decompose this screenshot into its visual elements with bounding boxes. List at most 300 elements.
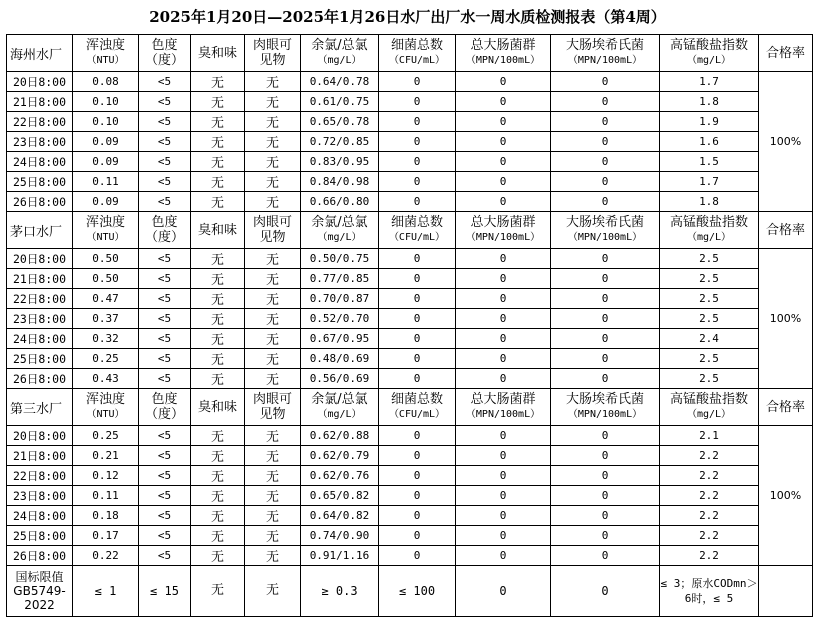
table-row bbox=[7, 329, 813, 349]
header-label: 细菌总数 bbox=[390, 38, 443, 53]
header-unit: （NTU） bbox=[86, 409, 125, 420]
permanganate-value: 2.4 bbox=[660, 329, 759, 349]
header-label: 大肠埃希氏菌 bbox=[565, 392, 644, 407]
turbidity-value: 0.18 bbox=[73, 506, 139, 526]
header-unit: （NTU） bbox=[86, 55, 125, 66]
header-pass_rate bbox=[759, 212, 813, 249]
chlorine-value: 0.83/0.95 bbox=[301, 152, 379, 172]
coliform-value: 0 bbox=[456, 506, 551, 526]
table-row bbox=[7, 466, 813, 486]
coliform-value: 0 bbox=[456, 309, 551, 329]
limit-permanganate: ≤ 3；原水CODmn＞6时，≤ 5 bbox=[660, 566, 759, 617]
visible-value: 无 bbox=[245, 486, 301, 506]
header-unit: （CFU/mL） bbox=[388, 409, 446, 420]
header-label: 色度 bbox=[151, 215, 178, 230]
station-name: 第三水厂 bbox=[7, 389, 73, 426]
color-value: <5 bbox=[139, 269, 191, 289]
turbidity-value: 0.09 bbox=[73, 132, 139, 152]
header-coliform bbox=[456, 35, 551, 72]
header-permanganate bbox=[660, 35, 759, 72]
limit-visible: 无 bbox=[245, 566, 301, 617]
header-odor bbox=[191, 212, 245, 249]
table-row bbox=[7, 152, 813, 172]
sample-time: 21日8:00 bbox=[7, 269, 73, 289]
coliform-value: 0 bbox=[456, 92, 551, 112]
permanganate-value: 2.2 bbox=[660, 486, 759, 506]
coliform-value: 0 bbox=[456, 72, 551, 92]
chlorine-value: 0.62/0.88 bbox=[301, 426, 379, 446]
header-label: 合格率 bbox=[765, 45, 805, 61]
visible-value: 无 bbox=[245, 466, 301, 486]
chlorine-value: 0.50/0.75 bbox=[301, 249, 379, 269]
visible-value: 无 bbox=[245, 289, 301, 309]
bacteria-value: 0 bbox=[379, 152, 456, 172]
header-unit: （度） bbox=[144, 230, 184, 245]
bacteria-value: 0 bbox=[379, 446, 456, 466]
color-value: <5 bbox=[139, 72, 191, 92]
color-value: <5 bbox=[139, 426, 191, 446]
odor-value: 无 bbox=[191, 72, 245, 92]
visible-value: 无 bbox=[245, 329, 301, 349]
chlorine-value: 0.48/0.69 bbox=[301, 349, 379, 369]
table-row bbox=[7, 112, 813, 132]
turbidity-value: 0.12 bbox=[73, 466, 139, 486]
chlorine-value: 0.52/0.70 bbox=[301, 309, 379, 329]
color-value: <5 bbox=[139, 546, 191, 566]
permanganate-value: 1.9 bbox=[660, 112, 759, 132]
turbidity-value: 0.50 bbox=[73, 269, 139, 289]
permanganate-value: 1.6 bbox=[660, 132, 759, 152]
odor-value: 无 bbox=[191, 426, 245, 446]
bacteria-value: 0 bbox=[379, 466, 456, 486]
visible-value: 无 bbox=[245, 506, 301, 526]
chlorine-value: 0.62/0.79 bbox=[301, 446, 379, 466]
table-row bbox=[7, 506, 813, 526]
header-unit: （mg/L） bbox=[317, 232, 362, 243]
bacteria-value: 0 bbox=[379, 72, 456, 92]
turbidity-value: 0.32 bbox=[73, 329, 139, 349]
turbidity-value: 0.09 bbox=[73, 152, 139, 172]
header-unit: （CFU/mL） bbox=[388, 55, 446, 66]
header-bacteria bbox=[379, 35, 456, 72]
header-label: 细菌总数 bbox=[390, 215, 443, 230]
sample-time: 20日8:00 bbox=[7, 249, 73, 269]
ecoli-value: 0 bbox=[551, 152, 660, 172]
turbidity-value: 0.43 bbox=[73, 369, 139, 389]
chlorine-value: 0.65/0.82 bbox=[301, 486, 379, 506]
turbidity-value: 0.25 bbox=[73, 349, 139, 369]
turbidity-value: 0.25 bbox=[73, 426, 139, 446]
sample-time: 22日8:00 bbox=[7, 466, 73, 486]
header-label: 余氯/总氯 bbox=[311, 215, 368, 230]
table-row bbox=[7, 369, 813, 389]
turbidity-value: 0.09 bbox=[73, 192, 139, 212]
header-ecoli bbox=[551, 212, 660, 249]
coliform-value: 0 bbox=[456, 546, 551, 566]
ecoli-value: 0 bbox=[551, 269, 660, 289]
header-permanganate bbox=[660, 212, 759, 249]
bacteria-value: 0 bbox=[379, 309, 456, 329]
header-odor bbox=[191, 35, 245, 72]
visible-value: 无 bbox=[245, 92, 301, 112]
ecoli-value: 0 bbox=[551, 249, 660, 269]
permanganate-value: 2.5 bbox=[660, 269, 759, 289]
color-value: <5 bbox=[139, 369, 191, 389]
station-name: 茅口水厂 bbox=[7, 212, 73, 249]
header-unit: 见物 bbox=[259, 230, 286, 245]
odor-value: 无 bbox=[191, 486, 245, 506]
coliform-value: 0 bbox=[456, 192, 551, 212]
turbidity-value: 0.37 bbox=[73, 309, 139, 329]
water-quality-table bbox=[6, 34, 813, 617]
header-unit: （MPN/100mL） bbox=[567, 232, 643, 243]
header-bacteria bbox=[379, 212, 456, 249]
odor-value: 无 bbox=[191, 349, 245, 369]
chlorine-value: 0.70/0.87 bbox=[301, 289, 379, 309]
bacteria-value: 0 bbox=[379, 269, 456, 289]
ecoli-value: 0 bbox=[551, 546, 660, 566]
turbidity-value: 0.22 bbox=[73, 546, 139, 566]
color-value: <5 bbox=[139, 172, 191, 192]
bacteria-value: 0 bbox=[379, 486, 456, 506]
header-turbidity bbox=[73, 389, 139, 426]
odor-value: 无 bbox=[191, 172, 245, 192]
section-header-row bbox=[7, 35, 813, 72]
color-value: <5 bbox=[139, 132, 191, 152]
turbidity-value: 0.47 bbox=[73, 289, 139, 309]
permanganate-value: 2.2 bbox=[660, 526, 759, 546]
chlorine-value: 0.61/0.75 bbox=[301, 92, 379, 112]
color-value: <5 bbox=[139, 466, 191, 486]
table-row bbox=[7, 526, 813, 546]
color-value: <5 bbox=[139, 526, 191, 546]
header-coliform bbox=[456, 212, 551, 249]
table-row bbox=[7, 249, 813, 269]
header-label: 合格率 bbox=[765, 399, 805, 415]
table-row bbox=[7, 269, 813, 289]
permanganate-value: 2.2 bbox=[660, 446, 759, 466]
header-label: 肉眼可 bbox=[252, 38, 292, 53]
header-label: 臭和味 bbox=[197, 399, 237, 415]
ecoli-value: 0 bbox=[551, 92, 660, 112]
odor-value: 无 bbox=[191, 132, 245, 152]
header-unit: 见物 bbox=[259, 53, 286, 68]
chlorine-value: 0.56/0.69 bbox=[301, 369, 379, 389]
pass-rate: 100% bbox=[759, 249, 813, 389]
header-label: 大肠埃希氏菌 bbox=[565, 215, 644, 230]
color-value: <5 bbox=[139, 152, 191, 172]
header-label: 高锰酸盐指数 bbox=[669, 392, 748, 407]
header-label: 总大肠菌群 bbox=[470, 215, 536, 230]
ecoli-value: 0 bbox=[551, 426, 660, 446]
station-name: 海州水厂 bbox=[7, 35, 73, 72]
sample-time: 22日8:00 bbox=[7, 112, 73, 132]
header-unit: （度） bbox=[144, 53, 184, 68]
odor-value: 无 bbox=[191, 526, 245, 546]
chlorine-value: 0.74/0.90 bbox=[301, 526, 379, 546]
turbidity-value: 0.11 bbox=[73, 486, 139, 506]
header-label: 色度 bbox=[151, 392, 178, 407]
visible-value: 无 bbox=[245, 349, 301, 369]
color-value: <5 bbox=[139, 349, 191, 369]
header-unit: （MPN/100mL） bbox=[465, 232, 541, 243]
header-chlorine bbox=[301, 212, 379, 249]
bacteria-value: 0 bbox=[379, 289, 456, 309]
coliform-value: 0 bbox=[456, 172, 551, 192]
visible-value: 无 bbox=[245, 132, 301, 152]
permanganate-value: 2.2 bbox=[660, 466, 759, 486]
header-label: 色度 bbox=[151, 38, 178, 53]
permanganate-value: 2.5 bbox=[660, 249, 759, 269]
bacteria-value: 0 bbox=[379, 369, 456, 389]
header-ecoli bbox=[551, 389, 660, 426]
turbidity-value: 0.10 bbox=[73, 92, 139, 112]
header-unit: （mg/L） bbox=[317, 55, 362, 66]
header-label: 浑浊度 bbox=[85, 392, 125, 407]
header-visible bbox=[245, 35, 301, 72]
header-label: 总大肠菌群 bbox=[470, 392, 536, 407]
chlorine-value: 0.72/0.85 bbox=[301, 132, 379, 152]
limit-pass_rate bbox=[759, 566, 813, 617]
color-value: <5 bbox=[139, 289, 191, 309]
header-label: 高锰酸盐指数 bbox=[669, 215, 748, 230]
sample-time: 22日8:00 bbox=[7, 289, 73, 309]
sample-time: 26日8:00 bbox=[7, 369, 73, 389]
visible-value: 无 bbox=[245, 526, 301, 546]
pass-rate: 100% bbox=[759, 72, 813, 212]
coliform-value: 0 bbox=[456, 152, 551, 172]
sample-time: 21日8:00 bbox=[7, 446, 73, 466]
header-unit: （mg/L） bbox=[686, 55, 732, 66]
limit-odor: 无 bbox=[191, 566, 245, 617]
sample-time: 26日8:00 bbox=[7, 192, 73, 212]
table-row bbox=[7, 309, 813, 329]
header-label: 肉眼可 bbox=[252, 215, 292, 230]
ecoli-value: 0 bbox=[551, 526, 660, 546]
ecoli-value: 0 bbox=[551, 309, 660, 329]
visible-value: 无 bbox=[245, 546, 301, 566]
header-unit: （mg/L） bbox=[317, 409, 362, 420]
permanganate-value: 2.2 bbox=[660, 506, 759, 526]
header-unit: （mg/L） bbox=[686, 232, 732, 243]
bacteria-value: 0 bbox=[379, 192, 456, 212]
odor-value: 无 bbox=[191, 289, 245, 309]
section-header-row bbox=[7, 389, 813, 426]
turbidity-value: 0.08 bbox=[73, 72, 139, 92]
chlorine-value: 0.84/0.98 bbox=[301, 172, 379, 192]
header-unit: 见物 bbox=[259, 407, 286, 422]
bacteria-value: 0 bbox=[379, 132, 456, 152]
sample-time: 21日8:00 bbox=[7, 92, 73, 112]
coliform-value: 0 bbox=[456, 369, 551, 389]
permanganate-value: 1.5 bbox=[660, 152, 759, 172]
header-coliform bbox=[456, 389, 551, 426]
ecoli-value: 0 bbox=[551, 369, 660, 389]
chlorine-value: 0.66/0.80 bbox=[301, 192, 379, 212]
header-color bbox=[139, 389, 191, 426]
bacteria-value: 0 bbox=[379, 112, 456, 132]
limit-color: ≤ 15 bbox=[139, 566, 191, 617]
visible-value: 无 bbox=[245, 309, 301, 329]
color-value: <5 bbox=[139, 446, 191, 466]
coliform-value: 0 bbox=[456, 289, 551, 309]
odor-value: 无 bbox=[191, 369, 245, 389]
visible-value: 无 bbox=[245, 426, 301, 446]
table-row bbox=[7, 72, 813, 92]
header-unit: （NTU） bbox=[86, 232, 125, 243]
permanganate-value: 1.8 bbox=[660, 92, 759, 112]
header-unit: （mg/L） bbox=[686, 409, 732, 420]
header-label: 浑浊度 bbox=[85, 38, 125, 53]
bacteria-value: 0 bbox=[379, 526, 456, 546]
ecoli-value: 0 bbox=[551, 506, 660, 526]
sample-time: 24日8:00 bbox=[7, 152, 73, 172]
coliform-value: 0 bbox=[456, 446, 551, 466]
header-label: 高锰酸盐指数 bbox=[669, 38, 748, 53]
color-value: <5 bbox=[139, 112, 191, 132]
header-label: 余氯/总氯 bbox=[311, 392, 368, 407]
header-color bbox=[139, 212, 191, 249]
chlorine-value: 0.62/0.76 bbox=[301, 466, 379, 486]
coliform-value: 0 bbox=[456, 329, 551, 349]
header-pass_rate bbox=[759, 35, 813, 72]
bacteria-value: 0 bbox=[379, 172, 456, 192]
sample-time: 24日8:00 bbox=[7, 506, 73, 526]
sample-time: 20日8:00 bbox=[7, 72, 73, 92]
bacteria-value: 0 bbox=[379, 249, 456, 269]
header-chlorine bbox=[301, 35, 379, 72]
coliform-value: 0 bbox=[456, 269, 551, 289]
permanganate-value: 1.8 bbox=[660, 192, 759, 212]
odor-value: 无 bbox=[191, 329, 245, 349]
turbidity-value: 0.50 bbox=[73, 249, 139, 269]
permanganate-value: 1.7 bbox=[660, 172, 759, 192]
sample-time: 26日8:00 bbox=[7, 546, 73, 566]
sample-time: 23日8:00 bbox=[7, 486, 73, 506]
table-row bbox=[7, 426, 813, 446]
color-value: <5 bbox=[139, 249, 191, 269]
section-header-row bbox=[7, 212, 813, 249]
header-label: 臭和味 bbox=[197, 222, 237, 238]
header-unit: （度） bbox=[144, 407, 184, 422]
header-unit: （MPN/100mL） bbox=[465, 409, 541, 420]
table-row bbox=[7, 172, 813, 192]
sample-time: 25日8:00 bbox=[7, 349, 73, 369]
bacteria-value: 0 bbox=[379, 506, 456, 526]
ecoli-value: 0 bbox=[551, 192, 660, 212]
sample-time: 23日8:00 bbox=[7, 132, 73, 152]
coliform-value: 0 bbox=[456, 526, 551, 546]
header-permanganate bbox=[660, 389, 759, 426]
header-turbidity bbox=[73, 35, 139, 72]
header-unit: （CFU/mL） bbox=[388, 232, 446, 243]
odor-value: 无 bbox=[191, 192, 245, 212]
odor-value: 无 bbox=[191, 269, 245, 289]
chlorine-value: 0.91/1.16 bbox=[301, 546, 379, 566]
header-unit: （MPN/100mL） bbox=[567, 55, 643, 66]
limit-bacteria: ≤ 100 bbox=[379, 566, 456, 617]
header-ecoli bbox=[551, 35, 660, 72]
odor-value: 无 bbox=[191, 466, 245, 486]
header-visible bbox=[245, 389, 301, 426]
chlorine-value: 0.67/0.95 bbox=[301, 329, 379, 349]
table-row bbox=[7, 192, 813, 212]
header-label: 细菌总数 bbox=[390, 392, 443, 407]
header-label: 合格率 bbox=[765, 222, 805, 238]
ecoli-value: 0 bbox=[551, 349, 660, 369]
visible-value: 无 bbox=[245, 172, 301, 192]
permanganate-value: 2.5 bbox=[660, 289, 759, 309]
color-value: <5 bbox=[139, 309, 191, 329]
limit-chlorine: ≥ 0.3 bbox=[301, 566, 379, 617]
header-unit: （MPN/100mL） bbox=[567, 409, 643, 420]
odor-value: 无 bbox=[191, 112, 245, 132]
table-row bbox=[7, 446, 813, 466]
table-row bbox=[7, 289, 813, 309]
permanganate-value: 1.7 bbox=[660, 72, 759, 92]
header-label: 肉眼可 bbox=[252, 392, 292, 407]
limit-ecoli: 0 bbox=[551, 566, 660, 617]
header-label: 臭和味 bbox=[197, 45, 237, 61]
visible-value: 无 bbox=[245, 369, 301, 389]
pass-rate: 100% bbox=[759, 426, 813, 566]
visible-value: 无 bbox=[245, 72, 301, 92]
coliform-value: 0 bbox=[456, 486, 551, 506]
limit-coliform: 0 bbox=[456, 566, 551, 617]
color-value: <5 bbox=[139, 486, 191, 506]
color-value: <5 bbox=[139, 329, 191, 349]
ecoli-value: 0 bbox=[551, 172, 660, 192]
odor-value: 无 bbox=[191, 446, 245, 466]
table-row bbox=[7, 349, 813, 369]
visible-value: 无 bbox=[245, 112, 301, 132]
header-unit: （MPN/100mL） bbox=[465, 55, 541, 66]
header-label: 总大肠菌群 bbox=[470, 38, 536, 53]
limits-row bbox=[7, 566, 813, 617]
table-row bbox=[7, 486, 813, 506]
table-row bbox=[7, 132, 813, 152]
header-odor bbox=[191, 389, 245, 426]
permanganate-value: 2.1 bbox=[660, 426, 759, 446]
sample-time: 25日8:00 bbox=[7, 172, 73, 192]
coliform-value: 0 bbox=[456, 466, 551, 486]
header-bacteria bbox=[379, 389, 456, 426]
header-visible bbox=[245, 212, 301, 249]
header-label: 余氯/总氯 bbox=[311, 38, 368, 53]
table-row bbox=[7, 546, 813, 566]
odor-value: 无 bbox=[191, 152, 245, 172]
odor-value: 无 bbox=[191, 546, 245, 566]
chlorine-value: 0.64/0.78 bbox=[301, 72, 379, 92]
report-title: 2025年1月20日—2025年1月26日水厂出厂水一周水质检测报表（第4周） bbox=[149, 8, 666, 26]
bacteria-value: 0 bbox=[379, 426, 456, 446]
sample-time: 25日8:00 bbox=[7, 526, 73, 546]
sample-time: 20日8:00 bbox=[7, 426, 73, 446]
odor-value: 无 bbox=[191, 506, 245, 526]
visible-value: 无 bbox=[245, 446, 301, 466]
header-chlorine bbox=[301, 389, 379, 426]
permanganate-value: 2.5 bbox=[660, 369, 759, 389]
ecoli-value: 0 bbox=[551, 486, 660, 506]
chlorine-value: 0.64/0.82 bbox=[301, 506, 379, 526]
chlorine-value: 0.77/0.85 bbox=[301, 269, 379, 289]
header-color bbox=[139, 35, 191, 72]
visible-value: 无 bbox=[245, 152, 301, 172]
color-value: <5 bbox=[139, 192, 191, 212]
coliform-value: 0 bbox=[456, 112, 551, 132]
chlorine-value: 0.65/0.78 bbox=[301, 112, 379, 132]
turbidity-value: 0.10 bbox=[73, 112, 139, 132]
